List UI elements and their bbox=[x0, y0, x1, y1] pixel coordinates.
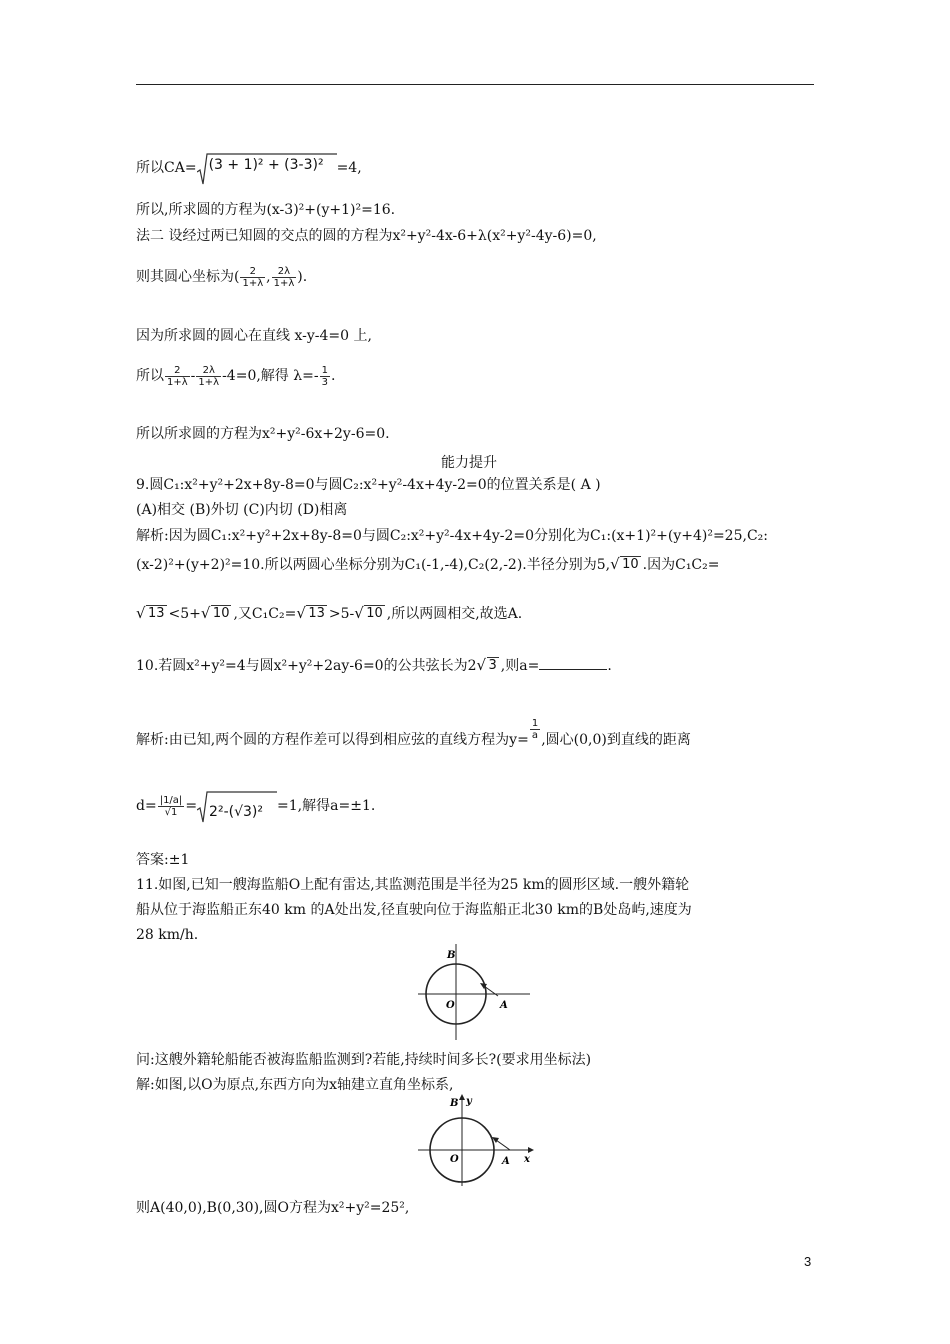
sqrt10-b bbox=[201, 605, 234, 623]
sqrt3 bbox=[477, 657, 501, 675]
q9-sol3-a: <5+ bbox=[168, 606, 201, 622]
q9-sol3-c: >5- bbox=[328, 606, 355, 622]
frac-d-den: a bbox=[531, 730, 539, 741]
q11-question: 问:这艘外籍轮船能否被海监船监测到?若能,持续时间多长?(要求用坐标法) bbox=[136, 1052, 592, 1068]
q9-sol2 bbox=[136, 556, 720, 574]
fig2-label-a: A bbox=[502, 1156, 510, 1167]
sqrt13-b-val: 13 bbox=[308, 606, 325, 621]
q10-end: . bbox=[607, 658, 612, 674]
center-suffix: ). bbox=[297, 269, 308, 285]
sqrt13-b bbox=[296, 605, 329, 623]
frac-b-den: 1+λ bbox=[273, 277, 295, 289]
ca-prefix: 所以CA= bbox=[136, 160, 197, 176]
frac-a bbox=[240, 266, 265, 289]
q9-sol2-suffix: .因为C₁C₂= bbox=[642, 557, 720, 573]
center-prefix: 则其圆心坐标为( bbox=[136, 269, 240, 285]
q10-line bbox=[136, 657, 612, 675]
q9-sol3 bbox=[136, 605, 522, 623]
frac-c-den: 3 bbox=[321, 376, 328, 388]
sqrt10-a bbox=[610, 556, 643, 574]
frac-b2-num: 2λ bbox=[196, 365, 221, 377]
d-frac-num: |1/a| bbox=[159, 794, 183, 806]
frac-b2-den: 1+λ bbox=[198, 376, 220, 388]
sqrt13-a bbox=[136, 605, 169, 623]
fig1-label-b: B bbox=[447, 950, 456, 961]
q10-prefix: 10.若圆x²+y²=4与圆x²+y²+2ay-6=0的公共弦长为2 bbox=[136, 658, 477, 674]
header-rule bbox=[136, 84, 814, 85]
q10-sol-suffix: ,圆心(0,0)到直线的距离 bbox=[541, 732, 691, 748]
q10-suffix: ,则a= bbox=[500, 658, 540, 674]
solve-line: 所以 $\frac{2}{1+\lambda}$ - $\frac{2\lambda}{1+\lambda}$ -4=0,解得 λ=- $\frac{1}{3}$ . bbox=[136, 364, 336, 388]
frac-a2-num: 2 bbox=[165, 365, 190, 377]
q9-sol2-prefix: (x-2)²+(y+2)²=10.所以两圆心坐标分别为C₁(-1,-4),C₂(2,-2).半径分别为5, bbox=[136, 557, 611, 573]
figure-2 bbox=[418, 1094, 534, 1186]
frac-a2-den: 1+λ bbox=[167, 376, 188, 388]
eq1-line: 所以,所求圆的方程为(x-3)²+(y+1)²=16. bbox=[136, 202, 396, 218]
d-prefix: d= bbox=[136, 798, 157, 814]
fig1-label-o: O bbox=[446, 1000, 455, 1011]
d-radicand: 2²-(√3)² bbox=[209, 804, 263, 820]
frac-a-num: 2 bbox=[240, 266, 265, 278]
d-suffix: =1,解得a=±1. bbox=[277, 798, 376, 814]
page-number: 3 bbox=[804, 1254, 812, 1269]
fig2-x-arrow bbox=[528, 1147, 534, 1153]
frac-b-num: 2λ bbox=[272, 266, 297, 278]
center-line: 则其圆心坐标为( $\frac{2}{1+\lambda}$ , $\frac{2\lambda}{1+\lambda}$ ). bbox=[136, 265, 308, 289]
frac-c bbox=[320, 365, 330, 388]
q10-sol bbox=[136, 718, 691, 757]
q9-line: 9.圆C₁:x²+y²+2x+8y-8=0与圆C₂:x²+y²-4x+4y-2=0的位置关系是( A ) bbox=[136, 477, 601, 493]
sqrt10-c-val: 10 bbox=[366, 606, 383, 621]
answer-line: 答案:±1 bbox=[136, 852, 190, 868]
q10-blank bbox=[539, 657, 607, 670]
frac-b2 bbox=[196, 365, 221, 388]
frac-d-num: 1 bbox=[531, 718, 539, 729]
q11-l3: 28 km/h. bbox=[136, 927, 199, 943]
ca-radicand: (3 + 1)² + (3-3)² bbox=[208, 157, 324, 173]
solve-prefix: 所以 bbox=[136, 368, 164, 384]
sqrt10-b-val: 10 bbox=[212, 606, 230, 621]
fig2-label-b: B bbox=[450, 1098, 459, 1109]
figure-1 bbox=[418, 944, 530, 1040]
d-line bbox=[136, 788, 375, 824]
ca-radical bbox=[197, 152, 337, 186]
solve-end: . bbox=[330, 368, 336, 384]
d-frac bbox=[158, 795, 185, 818]
sqrt13-a-val: 13 bbox=[148, 606, 165, 621]
frac-b bbox=[272, 266, 297, 289]
d-radical bbox=[197, 790, 277, 824]
q9-sol3-b: ,又C₁C₂= bbox=[233, 606, 297, 622]
fig1-label-a: A bbox=[500, 1000, 508, 1011]
q9-options: (A)相交 (B)外切 (C)内切 (D)相离 bbox=[136, 502, 348, 518]
fig2-label-x: x bbox=[524, 1154, 530, 1165]
method2-line: 法二 设经过两已知圆的交点的圆的方程为x²+y²-4x-6+λ(x²+y²-4y-6)=0, bbox=[136, 228, 597, 244]
frac-a-den: 1+λ bbox=[242, 277, 264, 289]
frac-d bbox=[530, 718, 540, 741]
q9-sol1: 解析:因为圆C₁:x²+y²+2x+8y-8=0与圆C₂:x²+y²-4x+4y-2=0分别化为C₁:(x+1)²+(y+4)²=25,C₂: bbox=[136, 528, 768, 544]
eq2-line: 所以所求圆的方程为x²+y²-6x+2y-6=0. bbox=[136, 426, 390, 442]
q11-coords: 则A(40,0),B(0,30),圆O方程为x²+y²=25², bbox=[136, 1200, 410, 1216]
d-eq: = bbox=[185, 798, 198, 814]
q11-l1: 11.如图,已知一艘海监船O上配有雷达,其监测范围是半径为25 km的圆形区域.一艘外籍轮 bbox=[136, 877, 690, 893]
frac-c-num: 1 bbox=[321, 364, 328, 376]
fig2-label-y: y bbox=[466, 1096, 472, 1107]
ca-line bbox=[136, 152, 362, 186]
online-line: 因为所求圆的圆心在直线 x-y-4=0 上, bbox=[136, 328, 372, 344]
fig2-label-o: O bbox=[450, 1154, 459, 1165]
q11-l2: 船从位于海监船正东40 km 的A处出发,径直驶向位于海监船正北30 km的B处岛屿,速度为 bbox=[136, 902, 692, 918]
q11-sol: 解:如图,以O为原点,东西方向为x轴建立直角坐标系, bbox=[136, 1077, 454, 1093]
solve-mid: -4=0,解得 λ=- bbox=[222, 368, 319, 384]
q10-sol-prefix: 解析:由已知,两个圆的方程作差可以得到相应弦的直线方程为y= bbox=[136, 732, 529, 748]
fig2-arrow bbox=[496, 1140, 510, 1150]
sqrt10-a-val: 10 bbox=[622, 557, 639, 572]
q9-sol3-d: ,所以两圆相交,故选A. bbox=[386, 606, 523, 622]
sqrt10-c bbox=[354, 605, 387, 623]
frac-a2 bbox=[165, 365, 190, 388]
sqrt3-val: 3 bbox=[488, 658, 497, 673]
fig2-y-arrow bbox=[459, 1094, 465, 1100]
d-frac-den: √1 bbox=[164, 806, 178, 818]
section-title: 能力提升 bbox=[441, 455, 497, 471]
ca-suffix: =4, bbox=[336, 160, 362, 176]
